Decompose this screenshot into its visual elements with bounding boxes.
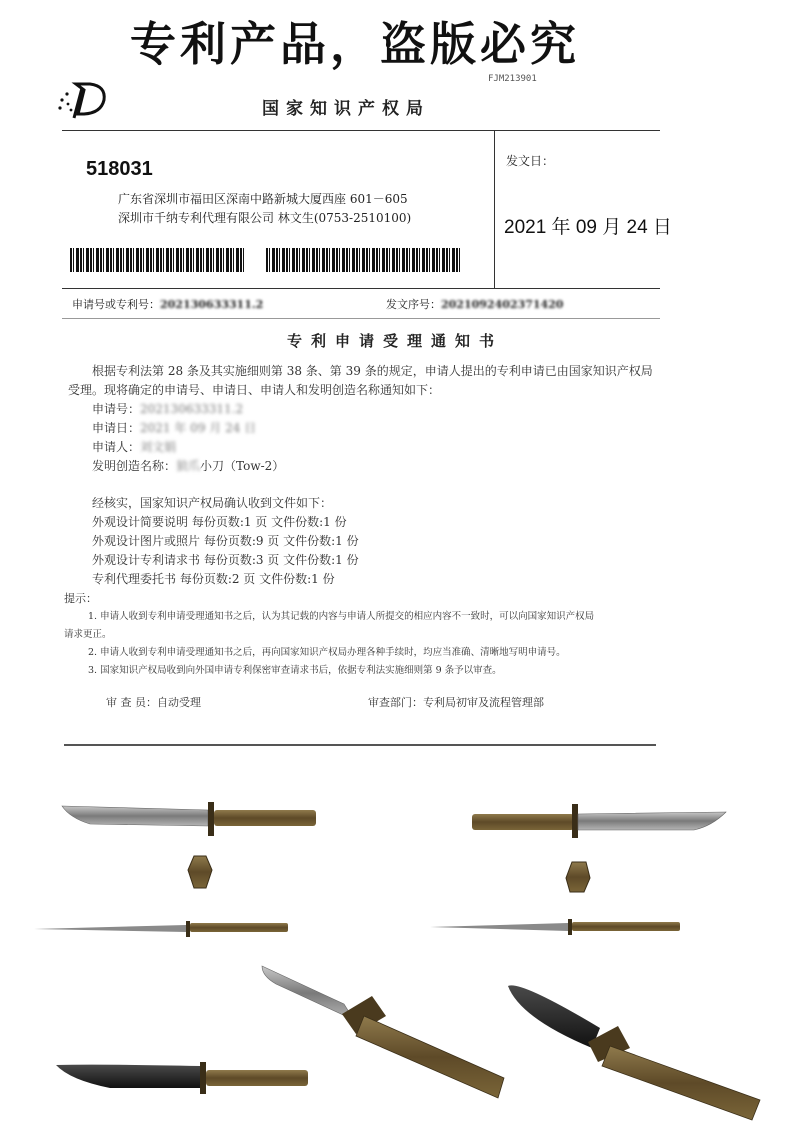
field-label: 申请号： [92,402,141,416]
serial-no: 2021092402371420 [441,298,564,311]
tip-line: 2. 申请人收到专利申请受理通知书之后，再向国家知识产权局办理各种手续时，均应当准确、清晰地写明申请号。 [88,647,566,658]
knife-side-right [472,804,726,838]
serial-no-row [386,296,563,312]
field-value: 2021 年 09 月 24 日 [140,421,257,435]
field-value-blurred: 狼爪 [176,459,201,473]
issue-date-label: 发文日： [506,154,555,168]
field-label: 申请人： [92,440,141,454]
tip-line: 3. 国家知识产权局收到向外国申请专利保密审查请求书后，依据专利法实施细则第 9 条予以审查。 [88,665,502,676]
field-application-no [92,400,243,417]
serial-no-label: 发文序号： [386,298,441,311]
document-code: FJM213901 [488,74,537,84]
office-logo [54,80,110,120]
examiner: 审 查 员：自动受理 [106,696,201,709]
field-value: 小刀（Tow-2） [200,459,285,473]
guard-piece-left [188,856,212,888]
knife-top-right [430,919,680,935]
knife-black-side [56,1062,308,1094]
tip-line: 1. 申请人收到专利申请受理通知书之后，认为其记载的内容与申请人所提交的相应内容不一致时，可以向国家知识产权局 [88,611,595,622]
field-value: 刘文娟 [140,440,177,454]
received-intro: 经核实，国家知识产权局确认收到文件如下： [92,496,333,510]
document-item: 外观设计专利请求书 每份页数:3 页 文件份数:1 份 [92,553,359,567]
field-design-name [92,457,284,474]
knife-top-left [34,921,288,937]
intro-line-1: 根据专利法第 28 条及其实施细则第 38 条、第 39 条的规定，申请人提出的专利申请已由国家知识产权局 [92,364,653,378]
meta-rule [62,288,660,289]
tips-label: 提示： [64,592,97,605]
tip-line: 请求更正。 [64,629,112,640]
department: 审查部门：专利局初审及流程管理部 [368,696,544,709]
guard-piece-right [566,862,590,892]
barcode-right [266,248,462,272]
application-no-label: 申请号或专利号： [72,298,160,311]
issue-date: 2021 年 09 月 24 日 [504,217,672,238]
field-application-date [92,419,256,436]
knife-product-images [0,780,790,1131]
vertical-rule [494,130,495,288]
application-no-row [72,296,263,312]
knife-perspective-black [508,985,760,1120]
field-label: 申请日： [92,421,141,435]
intro-line-2: 受理。现将确定的申请号、申请日、申请人和发明创造名称通知如下： [68,383,441,397]
postcode: 518031 [86,158,153,180]
address-line-2: 深圳市千纳专利代理有限公司 林文生(0753-2510100) [118,211,412,225]
application-no: 202130633311.2 [160,298,264,311]
document-item: 外观设计图片或照片 每份页数:9 页 文件份数:1 份 [92,534,359,548]
document-item: 专利代理委托书 每份页数:2 页 文件份数:1 份 [92,572,335,586]
meta-bottom-rule [62,318,660,319]
knife-side-left [62,802,316,836]
banner-title: 专利产品，盗版必究 [130,17,580,71]
office-name: 国家知识产权局 [262,99,430,119]
field-value: 202130633311.2 [140,402,244,416]
field-applicant [92,438,176,455]
notice-title: 专利申请受理通知书 [286,332,503,350]
document-item: 外观设计简要说明 每份页数:1 页 文件份数:1 份 [92,515,347,529]
barcode-left [70,248,246,272]
field-label: 发明创造名称： [92,459,177,473]
address-line-1: 广东省深圳市福田区深南中路新城大厦西座 601－605 [118,192,408,206]
header-rule [62,130,660,131]
footer-rule [64,744,656,746]
